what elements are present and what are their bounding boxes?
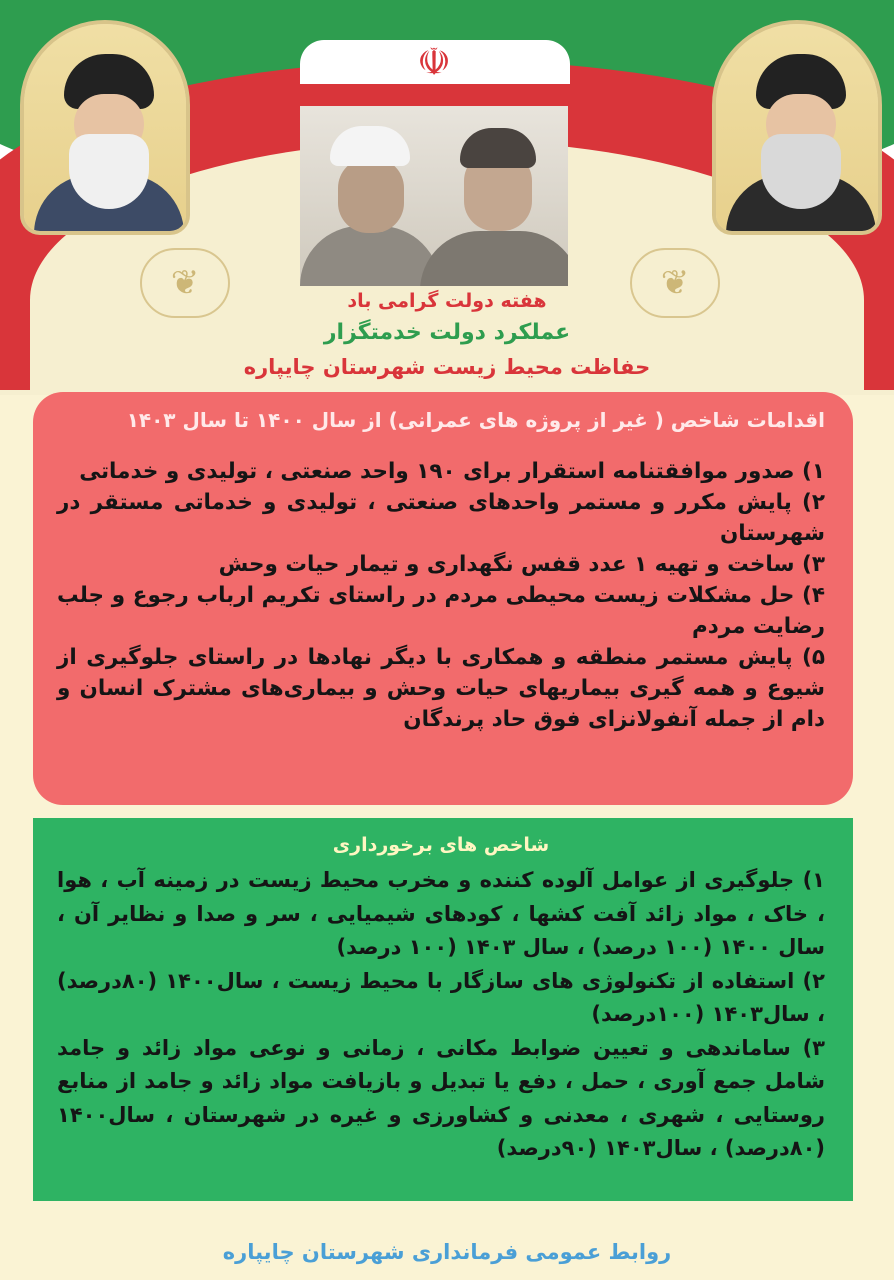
actions-list (57, 456, 825, 735)
actions-panel (33, 392, 853, 805)
list-item: ۲) استفاده از تکنولوژی های سازگار با محیط زیست ، سال۱۴۰۰ (۸۰درصد) ، سال۱۴۰۳ (۱۰۰درصد) (57, 968, 825, 1026)
poster-titles (200, 286, 694, 384)
flag-red-band (300, 84, 576, 106)
arabesque-ornament-icon: ❦ (630, 248, 720, 318)
indicators-panel (33, 818, 853, 1201)
list-item: ۱) جلوگیری از عوامل آلوده کننده و مخرب محیط زیست در زمینه آب ، هوا ، خاک ، مواد زائد آفت کشها ، کودهای شیمیایی ، سر و صدا و نظایر آن ، سال ۱۴۰۰ (۱۰۰ درصد) ، سال ۱۴۰۳ (۱۰۰ درصد) (57, 868, 825, 959)
title-line-2: عملکرد دولت خدمتگزار (323, 320, 571, 345)
title-line-1: هفته دولت گرامی باد (347, 290, 547, 312)
arabesque-ornament-icon: ❦ (140, 248, 230, 318)
actions-heading: اقدامات شاخص ( غیر از پروژه های عمرانی) از سال ۱۴۰۰ تا سال ۱۴۰۳ (126, 408, 825, 432)
martyrs-photo (300, 106, 568, 286)
left-portrait (20, 20, 190, 235)
list-item: ۳) ساماندهی و تعیین ضوابط مکانی ، زمانی و نوعی مواد زائد و جامد شامل جمع آوری ، حمل ، دفع یا تبدیل و بازیافت مواد زائد و جامد از منابع روستایی ، شهری ، معدنی و کشاورزی و غیره در شهرستان ، سال۱۴۰۰ (۸۰درصد) ، سال۱۴۰۳ (۹۰درصد) (57, 1035, 825, 1160)
footer-credit: روابط عمومی فرمانداری شهرستان چایپاره (222, 1240, 672, 1264)
top-green-strip (300, 0, 570, 36)
indicators-list (57, 864, 825, 1166)
title-line-3: حفاظت محیط زیست شهرستان چایپاره (243, 355, 651, 379)
indicators-heading: شاخص های برخورداری (332, 834, 550, 856)
list-item: ۴) حل مشکلات زیست محیطی مردم در راستای تکریم ارباب رجوع و جلب رضایت مردم (57, 583, 825, 639)
list-item: ۲) پایش مکرر و مستمر واحدهای صنعتی ، تولیدی و خدماتی مستقر در شهرستان (57, 490, 825, 546)
list-item: ۵) پایش مستمر منطقه و همکاری با دیگر نهادها در راستای جلوگیری از شیوع و همه گیری بیماریهای حیات وحش و بیماری‌های مشترک انسان و دام از جمله آنفولانزای فوق حاد پرندگان (57, 645, 825, 732)
poster-header (0, 0, 894, 395)
list-item: ۳) ساخت و تهیه ۱ عدد قفس نگهداری و تیمار حیات وحش (218, 552, 825, 577)
iran-emblem-icon: ☫ (416, 40, 452, 84)
list-item: ۱) صدور موافقتنامه استقرار برای ۱۹۰ واحد صنعتی ، تولیدی و خدماتی (79, 459, 825, 484)
right-portrait (712, 20, 882, 235)
